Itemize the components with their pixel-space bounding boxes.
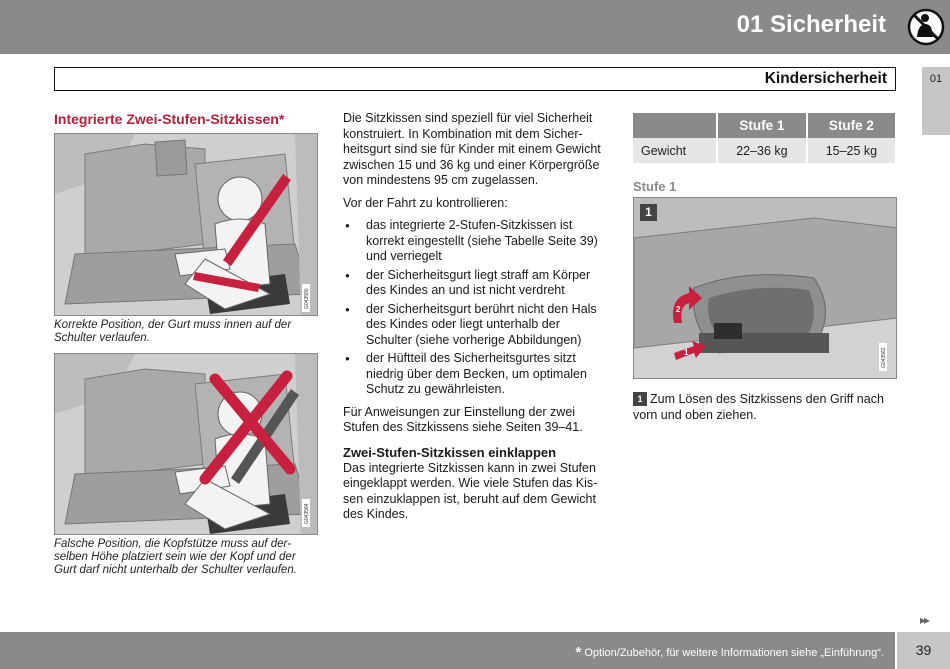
figure-wrong-position (54, 353, 318, 535)
stufe-label: Stufe 1 (633, 179, 677, 194)
table-cell: 15–25 kg (807, 138, 895, 163)
table-header-cell (633, 113, 717, 138)
table-header-cell: Stufe 2 (807, 113, 895, 138)
check-intro: Vor der Fahrt zu kontrollieren: (343, 195, 508, 210)
instruction-number-badge: 1 (633, 392, 647, 406)
list-item: ● der Sicherheitsgurt berührt nicht den Hals des Kindes oder liegt unterhalb der Schulter (siehe vorherige Abbildungen) (343, 302, 608, 349)
list-item: ● der Hüftteil des Sicherheitsgurtes sitzt niedrig über dem Becken, um optimalen Schutz zu gewährleisten. (343, 351, 608, 398)
check-list (343, 218, 608, 398)
main-text-column (343, 111, 608, 530)
table-cell: 22–36 kg (717, 138, 807, 163)
footnote (576, 644, 884, 661)
list-item: ● der Sicherheitsgurt liegt straff am Körper des Kindes an und ist nicht verdreht (343, 268, 608, 299)
instruction-text: Zum Lösen des Sitzkissens den Griff nach vorn und oben ziehen. (633, 392, 884, 422)
arrow-label: 1 (684, 348, 689, 357)
fold-paragraph: Das integrierte Sitzkissen kann in zwei Stufen eingeklappt werden. Wie viele Stufen das Kissen einzuklappen ist, beruht auf dem Gewicht des Kindes. (343, 460, 598, 521)
chapter-title: 01 Sicherheit (736, 11, 886, 38)
fold-subheading: Zwei-Stufen-Sitzkissen einklappen (343, 444, 557, 460)
next-page-icon[interactable]: ▸▸ (920, 613, 929, 627)
weight-table (633, 113, 895, 163)
table-header-row (633, 113, 895, 138)
figure-correct-position (54, 133, 318, 316)
table-row (633, 138, 895, 163)
section-title: Kindersicherheit (764, 70, 887, 87)
figure3-code: G043562 (881, 347, 887, 368)
figure2-caption: Falsche Position, die Kopfstütze muss auf derselben Höhe platziert sein wie der Kopf und der Gurt darf nicht unterhalb der Schulter verlaufen. (54, 538, 297, 576)
figure2-code: G043584 (304, 503, 310, 524)
footnote-star: * (575, 644, 582, 661)
list-item: ● das integrierte 2-Stufen-Sitzkissen ist korrekt eingestellt (siehe Tabelle Seite 39) und verriegelt (343, 218, 608, 265)
arrow-label: 2 (676, 305, 681, 314)
figure-number-badge: 1 (640, 204, 657, 221)
footnote-text: Option/Zubehör, für weitere Informationen siehe „Einführung“. (584, 647, 884, 659)
figure1-code: G043580 (304, 288, 310, 309)
table-cell: Gewicht (633, 138, 717, 163)
table-header-cell: Stufe 1 (717, 113, 807, 138)
figure1-caption: Korrekte Position, der Gurt muss innen auf der Schulter verlaufen. (54, 319, 292, 344)
seatbelt-warning-icon (906, 7, 946, 47)
adjust-note: Für Anweisungen zur Einstellung der zwei Stufen des Sitzkissens siehe Seiten 39–41. (343, 404, 583, 434)
figure-stufe-1 (633, 197, 897, 379)
release-instruction (633, 392, 897, 423)
side-tab-label: 01 (929, 73, 943, 85)
intro-paragraph: Die Sitzkissen sind speziell für viel Sicherheit konstruiert. In Kombination mit dem Sicherheitsgurt sind sie für Kinder mit einem Gewicht zwischen 15 und 36 kg und einer Körpergröße von mindestens 95 cm zugelassen. (343, 111, 601, 187)
section-header (54, 67, 896, 91)
page-number: 39 (915, 642, 932, 658)
booster-cushion-heading: Integrierte Zwei-Stufen-Sitzkissen* (54, 111, 285, 127)
